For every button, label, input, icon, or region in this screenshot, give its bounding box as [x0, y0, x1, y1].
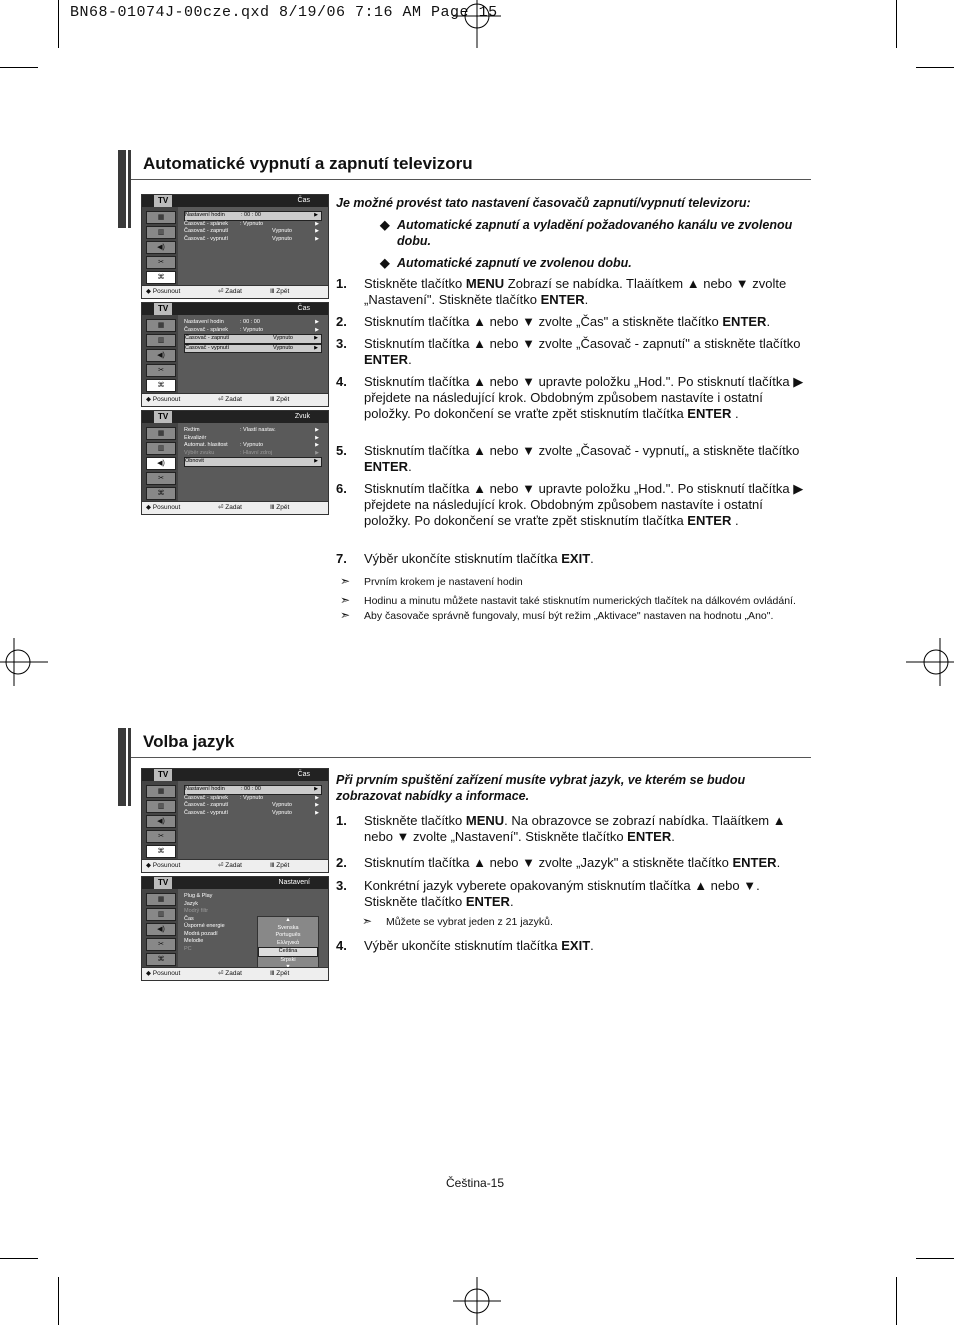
arrow-right-icon: ▶ [314, 344, 318, 351]
tv-menu-row [184, 901, 322, 909]
tv-menu-row-value: : Vlastí nastav. [240, 427, 276, 433]
registration-mark-icon [906, 638, 954, 686]
tv-menu-category-icon: ▦ [146, 319, 176, 332]
tv-menu-row-value: : Vypnuto [240, 326, 264, 333]
tv-menu-list [184, 785, 322, 817]
tv-menu-list [184, 427, 322, 467]
arrow-right-icon: ▶ [314, 786, 318, 792]
arrow-right-icon: ▶ [314, 335, 318, 341]
tv-menu-row [184, 442, 322, 450]
tv-menu-row [184, 810, 322, 818]
note: ➣ Můžete se vybrat jeden z 21 jazyků. [362, 914, 553, 928]
registration-mark-icon [453, 1277, 501, 1325]
tv-menu-row-label: Časovač - zapnutí [184, 228, 229, 234]
tv-menu-row-label: Časovač - vypnutí [184, 235, 229, 242]
tv-menu-footer [142, 501, 328, 514]
tv-menu-row [184, 327, 322, 335]
tv-hint-move: ◆ Posunout [146, 396, 181, 403]
tv-menu-row [184, 802, 322, 810]
tv-menu-screenshot [141, 410, 329, 515]
step-number: 1. [336, 276, 347, 291]
section-rule [131, 179, 811, 180]
step-number: 3. [336, 878, 347, 893]
tv-menu-row [184, 221, 322, 229]
note: ➣ Hodinu a minutu můžete nastavit také stisknutím numerických tlačítek na dálkovém ovládání. [340, 593, 796, 607]
step-number: 5. [336, 443, 347, 458]
tv-menu-row-label: Modrý filtr [184, 908, 209, 914]
language-option: Português [275, 932, 301, 938]
tv-menu-list [184, 211, 322, 243]
step-text: Stisknutím tlačítka ▲ nebo ▼ zvolte „Čas" a stiskněte tlačítko ENTER. [364, 314, 771, 329]
language-option: Svenska [277, 924, 299, 931]
tv-label: TV [154, 303, 172, 315]
crop-mark [916, 1258, 954, 1259]
tv-menu-row [184, 893, 322, 901]
arrow-right-icon: ▶ [314, 212, 318, 218]
tv-menu-category-icon: ▥ [146, 226, 176, 239]
tv-menu-row-label: Plug & Play [184, 893, 213, 899]
crop-mark [916, 67, 954, 68]
step-number: 1. [336, 813, 347, 828]
tv-menu-footer [142, 967, 328, 980]
tv-hint-back: Ⅲ Zpět [270, 862, 290, 869]
tv-menu-category-icon: ▦ [146, 427, 176, 440]
note: ➣ Prvním krokem je nastavení hodin [340, 574, 523, 588]
tv-menu-list [184, 319, 322, 353]
tv-menu-header [142, 195, 328, 207]
tv-hint-enter: ⏎ Zadat [218, 862, 242, 869]
tv-menu-row [184, 228, 322, 236]
step-text: Výběr ukončíte stisknutím tlačítka EXIT. [364, 551, 594, 566]
tv-hint-back: Ⅲ Zpět [270, 396, 290, 403]
arrow-right-icon: ▶ [315, 235, 319, 242]
crop-mark [896, 0, 897, 48]
step-text: Stisknutím tlačítka ▲ nebo ▼ zvolte „Časovač - zapnutí" a stiskněte tlačítko ENTER. [364, 336, 801, 367]
tv-menu-category-icon: ✂ [146, 830, 176, 843]
tv-menu-row-value: Vypnuto [273, 335, 293, 341]
arrow-right-icon: ▶ [315, 449, 319, 456]
tv-menu-row-value: : Vypnuto [240, 220, 264, 227]
tv-hint-back: Ⅲ Zpět [270, 288, 290, 295]
tv-menu-category-icon: ▦ [146, 893, 176, 906]
tv-menu-row [184, 211, 322, 221]
tv-menu-title: Čas [297, 305, 310, 312]
tv-menu-category-icon: ▦ [146, 211, 176, 224]
arrow-right-icon: ▶ [315, 228, 319, 234]
tv-menu-header [142, 411, 328, 423]
tv-menu-row-value: Vypnuto [273, 344, 293, 351]
language-option: ▲ [285, 917, 291, 923]
tv-menu-screenshot [141, 768, 329, 873]
tv-menu-row-label: Ekvalizér [184, 434, 207, 441]
step-text: Výběr ukončíte stisknutím tlačítka EXIT. [364, 938, 594, 953]
tv-hint-enter: ⏎ Zadat [218, 970, 242, 977]
instruction-step [336, 374, 810, 422]
instruction-step [336, 314, 810, 330]
instruction-step [336, 276, 810, 308]
tv-icon-column [142, 207, 178, 285]
tv-menu-row-label: Melodie [184, 938, 204, 944]
note: ➣ Aby časovače správně fungovaly, musí být režim „Aktivace" nastaven na hodnotu „Ano". [340, 608, 774, 622]
tv-icon-column [142, 781, 178, 859]
note-arrow-icon: ➣ [362, 914, 373, 928]
tv-label: TV [154, 195, 172, 207]
tv-menu-row-value: : 00 : 00 [241, 786, 261, 792]
tv-menu-title: Zvuk [294, 413, 310, 420]
tv-menu-row-value: : Hlavní zdroj [240, 449, 273, 456]
tv-menu-title: Čas [297, 771, 310, 778]
tv-menu-category-icon: ◀) [146, 457, 176, 470]
section-intro: Je možné provést tato nastavení časovačů zapnutí/vypnutí televizoru: [336, 196, 751, 210]
tv-menu-category-icon: ▥ [146, 908, 176, 921]
tv-menu-screenshot [141, 302, 329, 407]
tv-hint-back: Ⅲ Zpět [270, 504, 290, 511]
tv-menu-row-label: Časovač - zapnutí [184, 802, 229, 808]
tv-hint-enter: ⏎ Zadat [218, 396, 242, 403]
tv-menu-category-icon: ▥ [146, 334, 176, 347]
tv-menu-row-value: Vypnuto [272, 235, 292, 242]
bullet-item: ◆ Automatické zapnutí a vyladění požadovaného kanálu ve zvolenou dobu. [380, 218, 793, 248]
arrow-right-icon: ▶ [315, 427, 319, 433]
tv-menu-category-icon: ◀) [146, 349, 176, 362]
tv-menu-row [184, 236, 322, 244]
tv-menu-row-label: Časovač - vypnutí [184, 809, 229, 816]
tv-menu-row-label: PC [184, 945, 192, 952]
registration-mark-icon [0, 638, 48, 686]
tv-hint-move: ◆ Posunout [146, 288, 181, 295]
tv-menu-row-value: : 00 : 00 [240, 319, 260, 325]
tv-menu-row-value: : Vypnuto [240, 794, 264, 801]
tv-menu-footer [142, 393, 328, 406]
crop-mark [58, 1277, 59, 1325]
tv-hint-move: ◆ Posunout [146, 504, 181, 511]
tv-menu-category-icon: ⌘ [146, 379, 176, 392]
arrow-right-icon: ▶ [315, 794, 319, 801]
step-text: Stisknutím tlačítka ▲ nebo ▼ upravte položku „Hod.". Po stisknutí tlačítka ▶ přejdete na následující krok. Obdobným způsobem nastavíte i ostatní položky. Po dokončení se vraťte zpět stisknutím tlačítka ENTER . [364, 481, 804, 528]
tv-icon-column [142, 889, 178, 967]
tv-label: TV [154, 769, 172, 781]
tv-menu-row-label: Nastavení hodin [185, 786, 225, 792]
step-number: 2. [336, 855, 347, 870]
tv-menu-row-label: Časovač - spánek [184, 220, 229, 227]
diamond-icon: ◆ [380, 256, 390, 270]
diamond-icon: ◆ [380, 218, 390, 232]
tv-menu-title: Čas [297, 197, 310, 204]
tv-menu-row-label: Automat. hlasitost [184, 442, 228, 448]
tv-menu-row-label: Čas [184, 915, 194, 922]
note-arrow-icon: ➣ [340, 574, 351, 588]
crop-mark [0, 67, 38, 68]
tv-hint-back: Ⅲ Zpět [270, 970, 290, 977]
tv-menu-body [142, 423, 328, 501]
instruction-step [336, 938, 810, 954]
tv-menu-row-label: Úsporné energie [184, 923, 225, 929]
tv-menu-row-label: Režim [184, 427, 200, 433]
step-number: 4. [336, 938, 347, 953]
instruction-step [336, 336, 810, 368]
tv-menu-row [184, 435, 322, 443]
tv-menu-category-icon: ▥ [146, 442, 176, 455]
bullet-item: ◆ Automatické zapnutí ve zvolenou dobu. [380, 256, 632, 270]
tv-menu-row [184, 457, 322, 467]
tv-hint-enter: ⏎ Zadat [218, 504, 242, 511]
instruction-step [336, 813, 810, 845]
note-arrow-icon: ➣ [340, 608, 351, 622]
tv-menu-row-label: Časovač - spánek [184, 794, 229, 801]
crop-mark [0, 1258, 38, 1259]
tv-menu-row-label: Časovač - zapnutí [185, 335, 230, 341]
tv-menu-category-icon: ✂ [146, 472, 176, 485]
tv-menu-screenshot [141, 194, 329, 299]
section-rule [131, 757, 811, 758]
note-arrow-icon: ➣ [340, 593, 351, 607]
tv-menu-category-icon: ◀) [146, 923, 176, 936]
tv-menu-row-label: Jazyk [184, 900, 199, 907]
tv-menu-category-icon: ◀) [146, 241, 176, 254]
tv-menu-row-label: Modrá pozadí [184, 930, 218, 937]
instruction-step [336, 878, 810, 910]
arrow-right-icon: ▶ [315, 220, 319, 227]
arrow-right-icon: ▶ [315, 319, 319, 325]
instruction-step [336, 443, 810, 475]
arrow-right-icon: ▶ [314, 458, 318, 464]
tv-menu-row-label: Obnovit [185, 458, 204, 464]
crop-mark [58, 0, 59, 48]
step-number: 3. [336, 336, 347, 351]
tv-label: TV [154, 411, 172, 423]
tv-icon-column [142, 423, 178, 501]
tv-menu-row [184, 908, 322, 916]
tv-menu-row-value: : Vypnuto [240, 442, 264, 448]
step-text: Stisknutím tlačítka ▲ nebo ▼ zvolte „Časovač - vypnutí„ a stiskněte tlačítko ENTER. [364, 443, 800, 474]
step-number: 6. [336, 481, 347, 496]
tv-hint-move: ◆ Posunout [146, 862, 181, 869]
tv-menu-row-value: Vypnuto [272, 802, 292, 808]
arrow-right-icon: ▶ [315, 802, 319, 808]
language-option: Čeština [258, 947, 318, 957]
language-popup [257, 916, 319, 972]
tv-menu-title: Nastavení [278, 879, 310, 886]
tv-menu-category-icon: ⌘ [146, 845, 176, 858]
tv-menu-row-value: Vypnuto [272, 228, 292, 234]
step-number: 2. [336, 314, 347, 329]
step-number: 7. [336, 551, 347, 566]
section-bar [118, 150, 126, 228]
step-text: Stiskněte tlačítko MENU. Na obrazovce se zobrazí nabídka. Tlaäítkem ▲ nebo ▼ zvolte „Nastavení". Stiskněte tlačítko ENTER. [364, 813, 786, 844]
registration-mark-icon [453, 0, 501, 48]
page-number: Čeština-15 [446, 1176, 505, 1190]
step-text: Konkrétní jazyk vyberete opakovaným stisknutím tlačítka ▲ nebo ▼. Stiskněte tlačítko ENTER. [364, 878, 760, 909]
tv-menu-row [184, 319, 322, 327]
tv-menu-body [142, 315, 328, 393]
tv-menu-category-icon: ✂ [146, 364, 176, 377]
tv-menu-row-label: Nastavení hodin [184, 319, 224, 325]
crop-mark [896, 1277, 897, 1325]
step-number: 4. [336, 374, 347, 389]
tv-menu-category-icon: ⌘ [146, 271, 176, 284]
tv-hint-enter: ⏎ Zadat [218, 288, 242, 295]
tv-menu-category-icon: ⌘ [146, 953, 176, 966]
tv-menu-category-icon: ▥ [146, 800, 176, 813]
tv-menu-row [184, 427, 322, 435]
tv-menu-body [142, 889, 328, 967]
section-intro: Při prvním spuštění zařízení musíte vybrat jazyk, ve kterém se budou zobrazovat nabídky a informace. [336, 773, 746, 803]
tv-menu-row-label: Časovač - vypnutí [185, 344, 230, 351]
tv-menu-row-label: Časovač - spánek [184, 326, 229, 333]
section-title: Automatické vypnutí a zapnutí televizoru [143, 154, 473, 173]
tv-menu-row-value: : 00 : 00 [241, 212, 261, 218]
tv-menu-row [184, 344, 322, 354]
file-header: BN68-01074J-00cze.qxd 8/19/06 7:16 AM Page 15 [70, 4, 498, 21]
tv-menu-footer [142, 285, 328, 298]
tv-menu-body [142, 781, 328, 859]
tv-menu-category-icon: ◀) [146, 815, 176, 828]
section-bar [118, 728, 126, 806]
tv-menu-category-icon: ✂ [146, 938, 176, 951]
tv-menu-header [142, 769, 328, 781]
tv-label: TV [154, 877, 172, 889]
instruction-step [336, 855, 810, 871]
step-text: Stiskněte tlačítko MENU Zobrazí se nabídka. Tlaäítkem ▲ nebo ▼ zvolte „Nastavení". Stiskněte tlačítko ENTER. [364, 276, 787, 307]
tv-menu-header [142, 303, 328, 315]
arrow-right-icon: ▶ [315, 809, 319, 816]
tv-icon-column [142, 315, 178, 393]
arrow-right-icon: ▶ [315, 434, 319, 441]
tv-menu-footer [142, 859, 328, 872]
tv-menu-row [184, 334, 322, 344]
tv-menu-row [184, 450, 322, 458]
instruction-step [336, 551, 810, 567]
tv-menu-body [142, 207, 328, 285]
tv-menu-category-icon: ⌘ [146, 487, 176, 500]
section-bar [128, 150, 131, 228]
tv-hint-move: ◆ Posunout [146, 970, 181, 977]
tv-menu-category-icon: ▦ [146, 785, 176, 798]
arrow-right-icon: ▶ [315, 442, 319, 448]
tv-menu-screenshot [141, 876, 329, 981]
tv-menu-category-icon: ✂ [146, 256, 176, 269]
tv-menu-row [184, 785, 322, 795]
section-bar [128, 728, 131, 806]
step-text: Stisknutím tlačítka ▲ nebo ▼ zvolte „Jazyk" a stiskněte tlačítko ENTER. [364, 855, 781, 870]
tv-menu-header [142, 877, 328, 889]
instruction-step [336, 481, 810, 529]
tv-menu-row-label: Výběr zvuku [184, 449, 215, 456]
tv-menu-row-value: Vypnuto [272, 809, 292, 816]
arrow-right-icon: ▶ [315, 326, 319, 333]
step-text: Stisknutím tlačítka ▲ nebo ▼ upravte položku „Hod.". Po stisknutí tlačítka ▶ přejdete na následující krok. Obdobným způsobem nastavíte i ostatní položky. Po dokončení se vraťte zpět stisknutím tlačítka ENTER . [364, 374, 804, 421]
tv-menu-row [184, 795, 322, 803]
tv-menu-row-label: Nastavení hodin [185, 212, 225, 218]
section-title: Volba jazyk [143, 732, 235, 751]
language-option: Srpski [280, 956, 296, 963]
language-option: Ελληνικά [276, 939, 300, 946]
